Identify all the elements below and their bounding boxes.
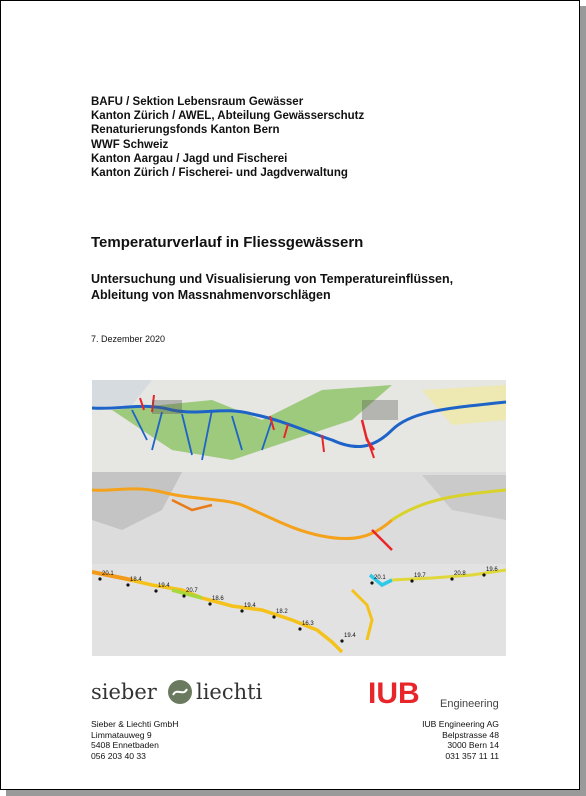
measurement-point [482, 573, 485, 576]
measurement-point [410, 579, 413, 582]
temperature-label: 19.6 [486, 567, 498, 573]
org-line: Renaturierungsfonds Kanton Bern [91, 124, 280, 137]
measurement-point [298, 627, 301, 630]
iub-engineering-logo [368, 675, 518, 715]
measurement-point [340, 639, 343, 642]
temperature-label: 20.1 [102, 571, 114, 577]
measurement-point [182, 594, 185, 597]
address-line: Belpstrasse 48 [442, 729, 499, 740]
address-line: 3000 Bern 14 [447, 740, 499, 751]
logo-iub-letters: IUB [368, 677, 420, 710]
address-left [91, 719, 178, 761]
measurement-point [98, 577, 101, 580]
org-line: Kanton Zürich / Fischerei- und Jagdverwaltung [91, 167, 348, 180]
measurement-point [208, 602, 211, 605]
map-panel-temperature-detail [92, 564, 506, 656]
org-line: BAFU / Sektion Lebensraum Gewässer [91, 96, 304, 108]
temperature-label: 18.6 [212, 596, 224, 602]
org-line: WWF Schweiz [91, 138, 169, 151]
logo-text-part1: sieber [91, 680, 157, 704]
temperature-label: 19.4 [158, 583, 170, 589]
organizations-list [91, 95, 364, 180]
address-line: IUB Engineering AG [422, 719, 499, 729]
org-line: Kanton Aargau / Jagd und Fischerei [91, 152, 288, 165]
map-figure [92, 380, 506, 656]
sieber-liechti-logo [91, 675, 281, 711]
measurement-point [450, 577, 453, 580]
measurement-point [240, 609, 243, 612]
temperature-label: 19.7 [414, 573, 426, 579]
address-line: Sieber & Liechti GmbH [91, 719, 179, 729]
temperature-label: 20.7 [186, 588, 198, 594]
temperature-label: 20.1 [374, 575, 386, 581]
org-line: Kanton Zürich / AWEL, Abteilung Gewässerschutz [91, 110, 365, 123]
document-date: 7. Dezember 2020 [91, 334, 166, 344]
address-line: 056 203 40 33 [91, 750, 146, 761]
logo-text-part2: liechti [196, 680, 263, 704]
temperature-label: 20.8 [454, 571, 466, 577]
temperature-label: 18.2 [276, 609, 288, 615]
temperature-label: 19.4 [244, 603, 256, 609]
measurement-point [370, 581, 373, 584]
address-right [422, 719, 499, 761]
subtitle-line: Ableitung von Massnahmenvorschlägen [91, 288, 331, 302]
map-svg [92, 380, 506, 656]
map-panel-temperature-overview [92, 472, 506, 564]
measurement-point [272, 615, 275, 618]
temperature-label: 18.4 [130, 577, 142, 583]
address-line: 031 357 11 11 [445, 750, 499, 761]
address-line: 5408 Ennetbaden [91, 740, 159, 751]
address-line: Limmatauweg 9 [91, 729, 152, 740]
subtitle-line: Untersuchung und Visualisierung von Temperatureinflüssen, [91, 272, 454, 286]
document-title: Temperaturverlauf in Fliessgewässern [91, 234, 364, 251]
logo-iub-word: Engineering [440, 698, 499, 710]
measurement-point [154, 589, 157, 592]
map-panel-topo [92, 380, 506, 472]
temperature-label: 16.3 [302, 621, 314, 627]
measurement-point [126, 583, 129, 586]
temperature-label: 19.4 [344, 633, 356, 639]
document-subtitle [91, 271, 453, 303]
